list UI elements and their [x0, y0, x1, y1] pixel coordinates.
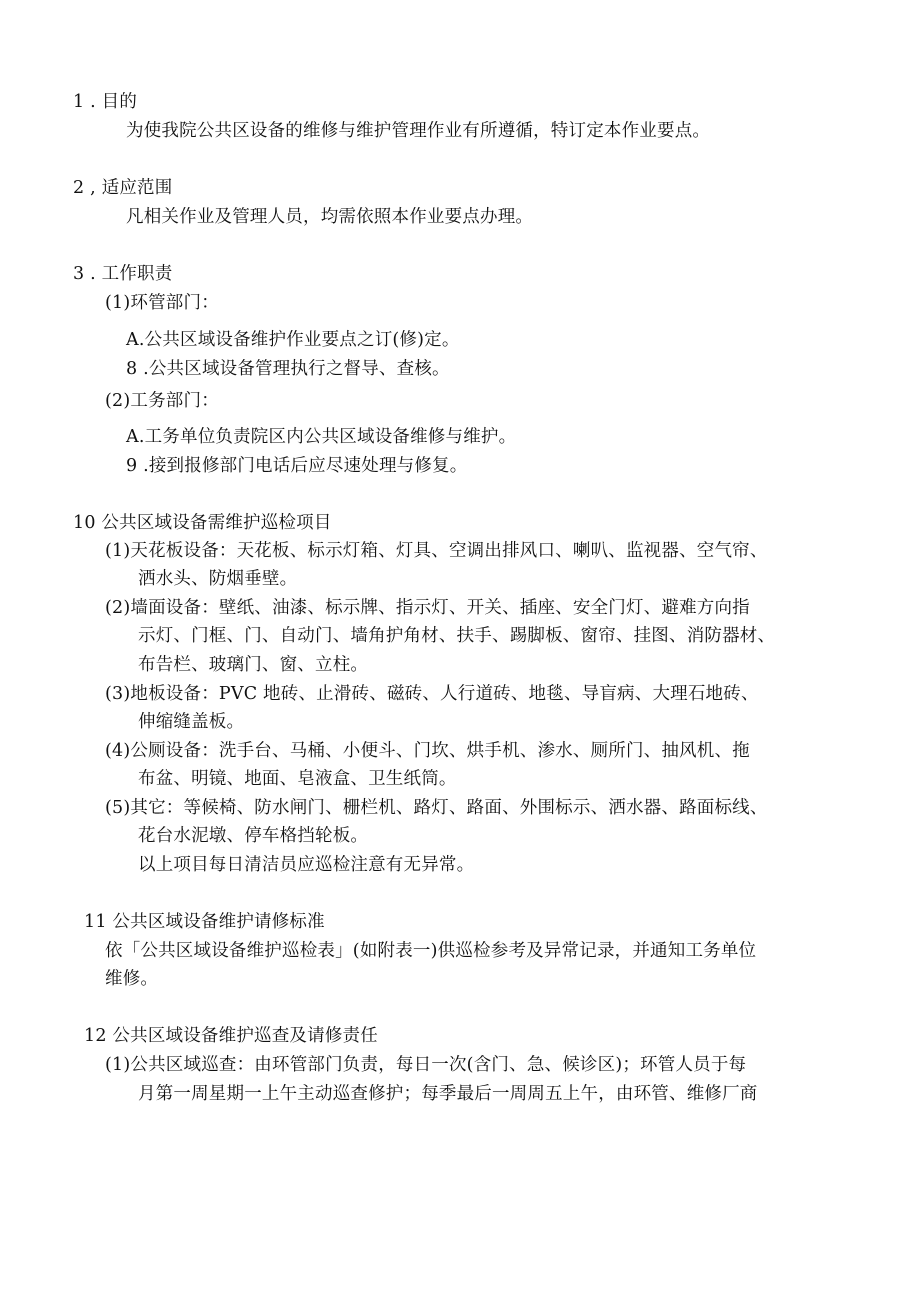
section-2-body: 凡相关作业及管理人员，均需依照本作业要点办理。 [126, 207, 534, 227]
section-12-heading: 12 公共区域设备维护巡查及请修责任 [84, 1026, 378, 1046]
section-3-heading: 3 . 工作职责 [73, 264, 173, 284]
public-area-inspection-line-1: (1)公共区域巡查：由环管部门负责，每日一次(含门、急、候诊区)；环管人员于每 [105, 1055, 747, 1075]
ceiling-equipment-line-1: (1)天花板设备：天花板、标示灯箱、灯具、空调出排风口、喇叭、监视器、空气帘、 [105, 541, 768, 561]
env-dept-item-b: 8 .公共区域设备管理执行之督导、查核。 [126, 359, 450, 379]
works-dept-label: (2)工务部门： [105, 391, 219, 411]
env-dept-label: (1)环管部门： [105, 293, 219, 313]
restroom-equipment-line-1: (4)公厕设备：洗手台、马桶、小便斗、门坎、烘手机、渗水、厕所门、抽风机、拖 [105, 741, 750, 761]
works-dept-item-a: A.工务单位负责院区内公共区域设备维修与维护。 [126, 427, 517, 447]
restroom-equipment-line-2: 布盆、明镜、地面、皂液盒、卫生纸筒。 [138, 769, 457, 789]
daily-inspection-note: 以上项目每日清洁员应巡检注意有无异常。 [138, 855, 475, 875]
other-equipment-line-2: 花台水泥墩、停车格挡轮板。 [138, 826, 369, 846]
section-1-heading: 1 . 目的 [73, 92, 138, 112]
other-equipment-line-1: (5)其它：等候椅、防水闸门、栅栏机、路灯、路面、外围标示、洒水器、路面标线、 [105, 798, 768, 818]
section-11-body-line-1: 依「公共区域设备维护巡检表」(如附表一)供巡检参考及异常记录，并通知工务单位 [105, 941, 757, 961]
wall-equipment-line-3: 布告栏、玻璃门、窗、立柱。 [138, 655, 369, 675]
ceiling-equipment-line-2: 洒水头、防烟垂壁。 [138, 569, 298, 589]
public-area-inspection-line-2: 月第一周星期一上午主动巡查修护；每季最后一周周五上午，由环管、维修厂商 [138, 1084, 758, 1104]
wall-equipment-line-1: (2)墙面设备：壁纸、油漆、标示牌、指示灯、开关、插座、安全门灯、避难方向指 [105, 598, 750, 618]
env-dept-item-a: A.公共区域设备维护作业要点之订(修)定。 [126, 330, 460, 350]
section-11-heading: 11 公共区域设备维护请修标准 [84, 912, 325, 932]
section-2-heading: 2 , 适应范围 [73, 178, 173, 198]
section-1-body: 为使我院公共区设备的维修与维护管理作业有所遵循，特订定本作业要点。 [126, 121, 711, 141]
wall-equipment-line-2: 示灯、门框、门、自动门、墙角护角材、扶手、踢脚板、窗帘、挂图、消防器材、 [138, 626, 776, 646]
floor-equipment-line-1: (3)地板设备：PVC 地砖、止滑砖、磁砖、人行道砖、地毯、导盲病、大理石地砖、 [105, 684, 759, 704]
works-dept-item-b: 9 .接到报修部门电话后应尽速处理与修复。 [126, 456, 468, 476]
section-11-body-line-2: 维修。 [105, 969, 159, 989]
floor-equipment-line-2: 伸缩缝盖板。 [138, 712, 245, 732]
section-10-heading: 10 公共区域设备需维护巡检项目 [73, 513, 332, 533]
